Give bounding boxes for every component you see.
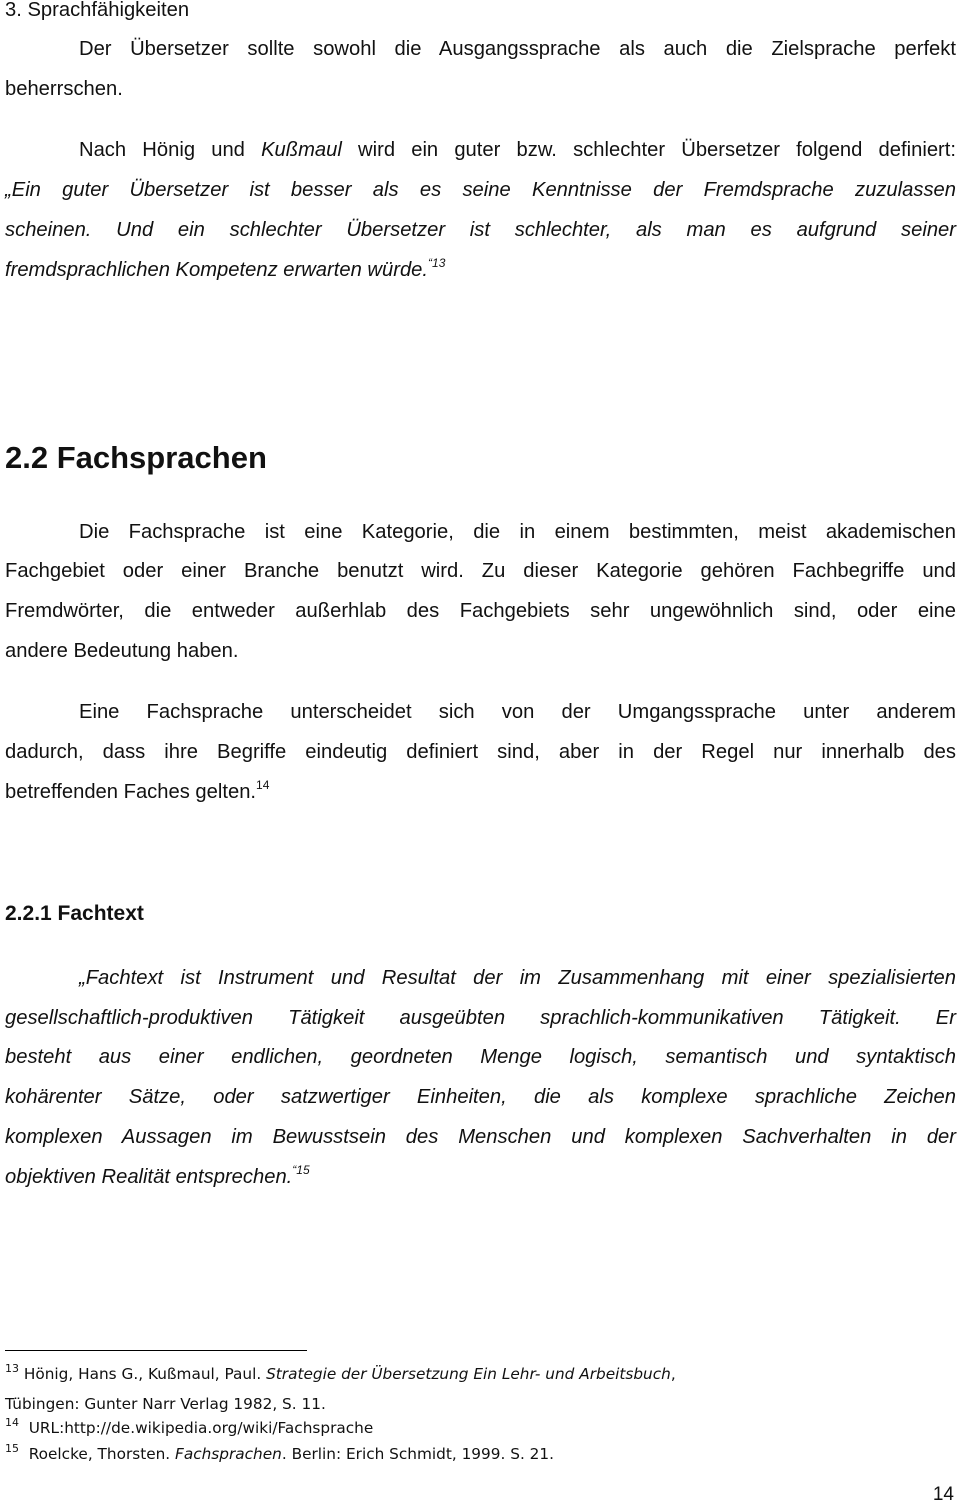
quote-line: objektiven Realität entsprechen.$^{“15}$ xyxy=(5,1163,310,1188)
paragraph-line: Die Fachsprache ist eine Kategorie, die in einem bestimmten, meist akademischen xyxy=(79,521,956,543)
paragraph-line: Nach Hönig und Kußmaul wird ein guter bzw. schlechter Übersetzer folgend definiert: xyxy=(79,139,956,161)
paragraph-line: andere Bedeutung haben. xyxy=(5,640,239,662)
quote-line: kohärenter Sätze, oder satzwertiger Einheiten, die als komplexe sprachliche Zeichen xyxy=(5,1086,956,1108)
footnote: $^{13}$ Hönig, Hans G., Kußmaul, Paul. Strategie der Übersetzung Ein Lehr- und Arbeitsbuch, xyxy=(5,1362,676,1383)
paragraph-line: betreffenden Faches gelten.$^{14}$ xyxy=(5,778,270,803)
footnote: $^{14}$ URL:http://de.wikipedia.org/wiki/Fachsprache xyxy=(5,1416,374,1437)
section-heading: 3. Sprachfähigkeiten xyxy=(5,0,190,21)
page-number: 14 xyxy=(932,1484,954,1505)
footnote-mark: 13 xyxy=(5,1362,19,1375)
footnote-ref: “13 xyxy=(428,256,446,270)
footnote-ref: 14 xyxy=(256,778,270,792)
quote-line: besteht aus einer endlichen, geordneten Menge logisch, semantisch und syntaktisch xyxy=(5,1046,956,1068)
paragraph-line: Der Übersetzer sollte sowohl die Ausgangssprache als auch die Zielsprache perfekt xyxy=(79,38,956,60)
quote-line: „Fachtext ist Instrument und Resultat der im Zusammenhang mit einer spezialisierten xyxy=(79,967,956,989)
footnote-ref: “15 xyxy=(292,1163,310,1177)
quote-line: fremdsprachlichen Kompetenz erwarten würde.$^{“13}$ xyxy=(5,256,446,281)
quote-line: „Ein guter Übersetzer ist besser als es seine Kenntnisse der Fremdsprache zuzulassen xyxy=(5,179,956,201)
section-heading: 2.2.1 Fachtext xyxy=(5,902,144,925)
footnote-mark: 15 xyxy=(5,1442,19,1455)
footnote-separator xyxy=(5,1350,307,1351)
paragraph-line: Fachgebiet oder einer Branche benutzt wird. Zu dieser Kategorie gehören Fachbegriffe und xyxy=(5,560,956,582)
footnote: $^{15}$ Roelcke, Thorsten. Fachsprachen. Berlin: Erich Schmidt, 1999. S. 21. xyxy=(5,1442,554,1463)
paragraph-line: Eine Fachsprache unterscheidet sich von der Umgangssprache unter anderem xyxy=(79,701,956,723)
paragraph-line: dadurch, dass ihre Begriffe eindeutig definiert sind, aber in der Regel nur innerhalb des xyxy=(5,741,956,763)
quote-line: scheinen. Und ein schlechter Übersetzer ist schlechter, als man es aufgrund seiner xyxy=(5,219,956,241)
paragraph-line: Fremdwörter, die entweder außerhlab des Fachgebiets sehr ungewöhnlich sind, oder eine xyxy=(5,600,956,622)
section-heading: 2.2 Fachsprachen xyxy=(5,440,267,475)
paragraph-line: beherrschen. xyxy=(5,78,123,100)
quote-line: komplexen Aussagen im Bewusstsein des Menschen und komplexen Sachverhalten in der xyxy=(5,1126,956,1148)
quote-line: gesellschaftlich-produktiven Tätigkeit ausgeübten sprachlich-kommunikativen Tätigkeit. Er xyxy=(5,1007,956,1029)
footnote-line: Tübingen: Gunter Narr Verlag 1982, S. 11. xyxy=(5,1395,326,1413)
footnote-mark: 14 xyxy=(5,1416,19,1429)
